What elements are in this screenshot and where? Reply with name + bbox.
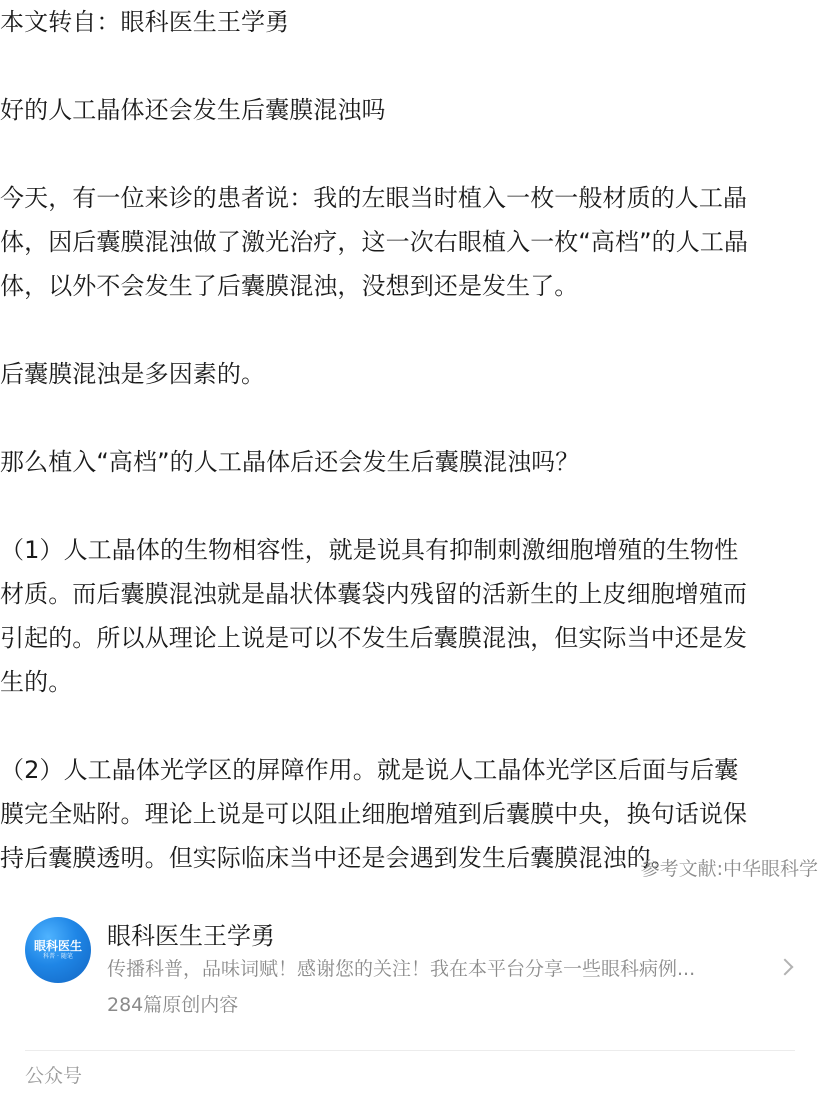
avatar[interactable] bbox=[25, 917, 91, 983]
reference-note: 参考文献:中华眼科学 bbox=[640, 858, 818, 880]
chevron-right-icon[interactable] bbox=[777, 959, 794, 976]
paragraph-1 bbox=[0, 176, 818, 308]
avatar-logo-subtext: 科普 · 随笔 bbox=[43, 953, 73, 960]
divider bbox=[25, 1050, 795, 1051]
paragraph-line: 今天，有一位来诊的患者说：我的左眼当时植入一枚一般材质的人工晶 bbox=[0, 184, 748, 212]
paragraph-2: 后囊膜混浊是多因素的。 bbox=[0, 360, 266, 388]
paragraph-line: （2）人工晶体光学区的屏障作用。就是说人工晶体光学区后面与后囊 bbox=[0, 756, 739, 784]
article-count: 284篇原创内容 bbox=[107, 994, 239, 1016]
account-name[interactable]: 眼科医生王学勇 bbox=[107, 922, 275, 950]
paragraph-line: 持后囊膜透明。但实际临床当中还是会遇到发生后囊膜混浊的。 bbox=[0, 844, 675, 872]
article-source: 本文转自：眼科医生王学勇 bbox=[0, 8, 290, 36]
paragraph-line: 生的。 bbox=[0, 668, 73, 696]
article-title: 好的人工晶体还会发生后囊膜混浊吗 bbox=[0, 96, 386, 124]
account-description: 传播科普，品味词赋！感谢您的关注！我在本平台分享一些眼科病例... bbox=[107, 958, 696, 980]
account-card[interactable] bbox=[25, 915, 795, 1027]
paragraph-line: 体，以外不会发生了后囊膜混浊，没想到还是发生了。 bbox=[0, 272, 579, 300]
paragraph-3: 那么植入“高档”的人工晶体后还会发生后囊膜混浊吗？ bbox=[0, 448, 580, 476]
paragraph-line: 材质。而后囊膜混浊就是晶状体囊袋内残留的活新生的上皮细胞增殖而 bbox=[0, 580, 748, 608]
paragraph-line: （1）人工晶体的生物相容性，就是说具有抑制刺激细胞增殖的生物性 bbox=[0, 536, 739, 564]
avatar-logo-text: 眼科医生 bbox=[33, 939, 82, 953]
paragraph-line: 膜完全贴附。理论上说是可以阻止细胞增殖到后囊膜中央，换句话说保 bbox=[0, 800, 748, 828]
paragraph-line: 体，因后囊膜混浊做了激光治疗，这一次右眼植入一枚“高档”的人工晶 bbox=[0, 228, 749, 256]
paragraph-4 bbox=[0, 528, 818, 704]
official-account-label: 公众号 bbox=[25, 1065, 83, 1087]
paragraph-line: 引起的。所以从理论上说是可以不发生后囊膜混浊，但实际当中还是发 bbox=[0, 624, 748, 652]
